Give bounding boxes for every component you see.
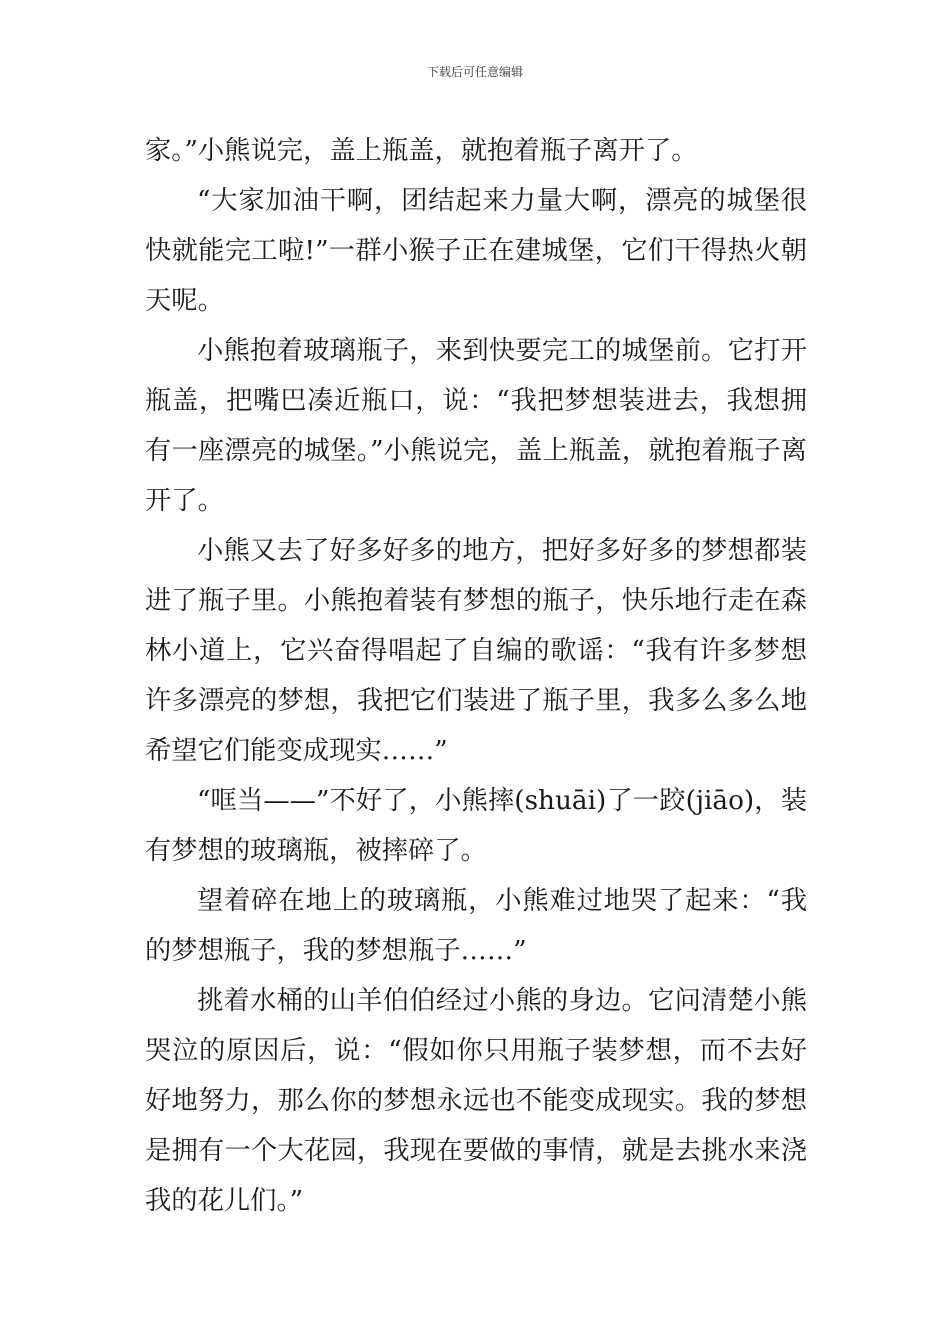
paragraph-4: 小熊又去了好多好多的地方，把好多好多的梦想都装进了瓶子里。小熊抱着装有梦想的瓶子，快乐地行走在森林小道上，它兴奋得唱起了自编的歌谣：“我有许多梦想许多漂亮的梦想，我把它们装进了瓶子里，我多么多么地希望它们能变成现实……” [145, 536, 807, 766]
page-header-note: 下载后可任意编辑 [426, 65, 523, 79]
paragraph-3: 小熊抱着玻璃瓶子，来到快要完工的城堡前。它打开瓶盖，把嘴巴凑近瓶口，说：“我把梦想装进去，我想拥有一座漂亮的城堡。”小熊说完，盖上瓶盖，就抱着瓶子离开了。 [145, 336, 807, 516]
paragraph-1: 家。”小熊说完，盖上瓶盖，就抱着瓶子离开了。 [145, 136, 698, 166]
paragraph-6: 望着碎在地上的玻璃瓶，小熊难过地哭了起来：“我的梦想瓶子，我的梦想瓶子……” [145, 886, 807, 966]
story-body [145, 126, 807, 1226]
paragraph-5: “哐当——”不好了，小熊摔(shuāi)了一跤(jiāo)，装有梦想的玻璃瓶，被摔碎了。 [145, 786, 807, 866]
paragraph-2: “大家加油干啊，团结起来力量大啊，漂亮的城堡很快就能完工啦!”一群小猴子正在建城堡，它们干得热火朝天呢。 [145, 186, 807, 316]
paragraph-7: 挑着水桶的山羊伯伯经过小熊的身边。它问清楚小熊哭泣的原因后，说：“假如你只用瓶子装梦想，而不去好好地努力，那么你的梦想永远也不能变成现实。我的梦想是拥有一个大花园，我现在要做的事情，就是去挑水来浇我的花儿们。” [145, 986, 807, 1216]
